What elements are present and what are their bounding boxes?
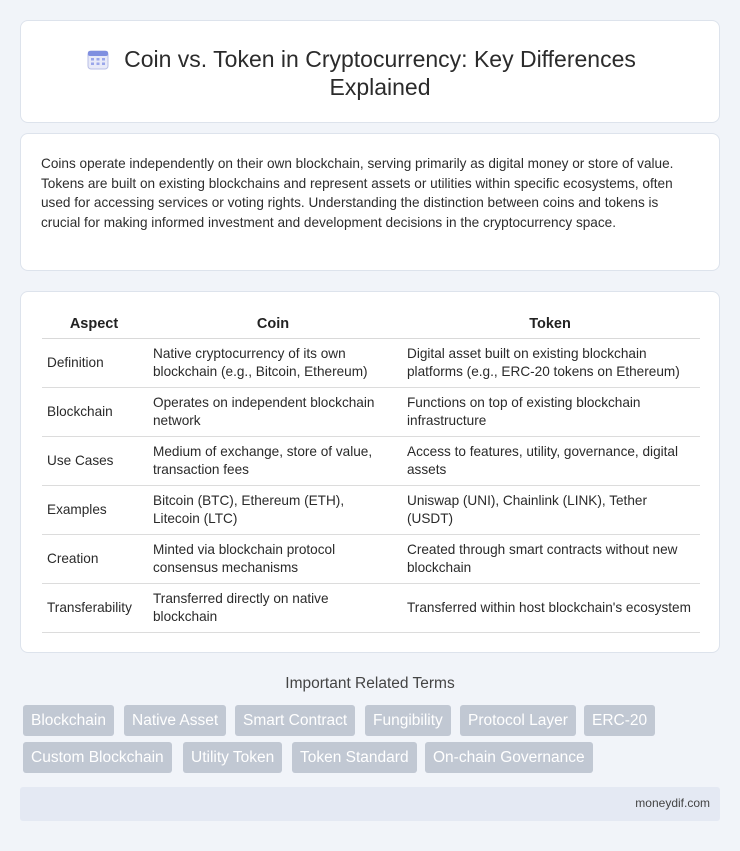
table-header-row bbox=[42, 310, 700, 338]
title-card bbox=[20, 20, 720, 123]
cell-coin: Minted via blockchain protocol consensus mechanisms bbox=[146, 534, 400, 583]
footer-site[interactable]: moneydif.com bbox=[635, 796, 710, 810]
cell-aspect: Use Cases bbox=[42, 436, 146, 485]
header-coin: Coin bbox=[146, 310, 400, 338]
tag-blockchain[interactable]: Blockchain bbox=[23, 705, 114, 736]
table-row bbox=[42, 387, 700, 436]
tag-native-asset[interactable]: Native Asset bbox=[124, 705, 226, 736]
comparison-table bbox=[42, 310, 700, 633]
cell-aspect: Transferability bbox=[42, 583, 146, 632]
header-token: Token bbox=[400, 310, 700, 338]
tag-fungibility[interactable]: Fungibility bbox=[365, 705, 451, 736]
intro-text: Coins operate independently on their own blockchain, serving primarily as digital money or store of value. Tokens are built on existing blockchains and represent assets or utilities within specific ecosystems, often used for accessing services or voting rights. Understanding the distinction between coins and tokens is crucial for making informed investment and development decisions in the cryptocurrency space. bbox=[41, 156, 674, 230]
cell-coin: Operates on independent blockchain network bbox=[146, 387, 400, 436]
table-row bbox=[42, 436, 700, 485]
footer bbox=[20, 787, 720, 821]
cell-aspect: Creation bbox=[42, 534, 146, 583]
cell-token: Transferred within host blockchain's ecosystem bbox=[400, 583, 700, 632]
table-row bbox=[42, 485, 700, 534]
comparison-card bbox=[20, 291, 720, 653]
cell-token: Access to features, utility, governance, digital assets bbox=[400, 436, 700, 485]
cell-coin: Bitcoin (BTC), Ethereum (ETH), Litecoin (LTC) bbox=[146, 485, 400, 534]
tag-smart-contract[interactable]: Smart Contract bbox=[235, 705, 355, 736]
cell-coin: Transferred directly on native blockchain bbox=[146, 583, 400, 632]
cell-coin: Medium of exchange, store of value, transaction fees bbox=[146, 436, 400, 485]
tag-utility-token[interactable]: Utility Token bbox=[183, 742, 282, 773]
intro-card bbox=[20, 133, 720, 271]
tag-protocol-layer[interactable]: Protocol Layer bbox=[460, 705, 576, 736]
tag-erc-20[interactable]: ERC-20 bbox=[584, 705, 655, 736]
page-title: Coin vs. Token in Cryptocurrency: Key Differences Explained bbox=[124, 46, 636, 100]
cell-coin: Native cryptocurrency of its own blockchain (e.g., Bitcoin, Ethereum) bbox=[146, 338, 400, 387]
tag-custom-blockchain[interactable]: Custom Blockchain bbox=[23, 742, 172, 773]
cell-token: Digital asset built on existing blockchain platforms (e.g., ERC-20 tokens on Ethereum) bbox=[400, 338, 700, 387]
table-row bbox=[42, 338, 700, 387]
tag-token-standard[interactable]: Token Standard bbox=[292, 742, 417, 773]
header-aspect: Aspect bbox=[42, 310, 146, 338]
table-row bbox=[42, 534, 700, 583]
cell-aspect: Examples bbox=[42, 485, 146, 534]
tag-on-chain-governance[interactable]: On-chain Governance bbox=[425, 742, 593, 773]
cell-token: Uniswap (UNI), Chainlink (LINK), Tether (USDT) bbox=[400, 485, 700, 534]
cell-token: Created through smart contracts without new blockchain bbox=[400, 534, 700, 583]
cell-token: Functions on top of existing blockchain infrastructure bbox=[400, 387, 700, 436]
related-terms-title: Important Related Terms bbox=[285, 675, 455, 692]
table-row bbox=[42, 583, 700, 632]
cell-aspect: Blockchain bbox=[42, 387, 146, 436]
cell-aspect: Definition bbox=[42, 338, 146, 387]
